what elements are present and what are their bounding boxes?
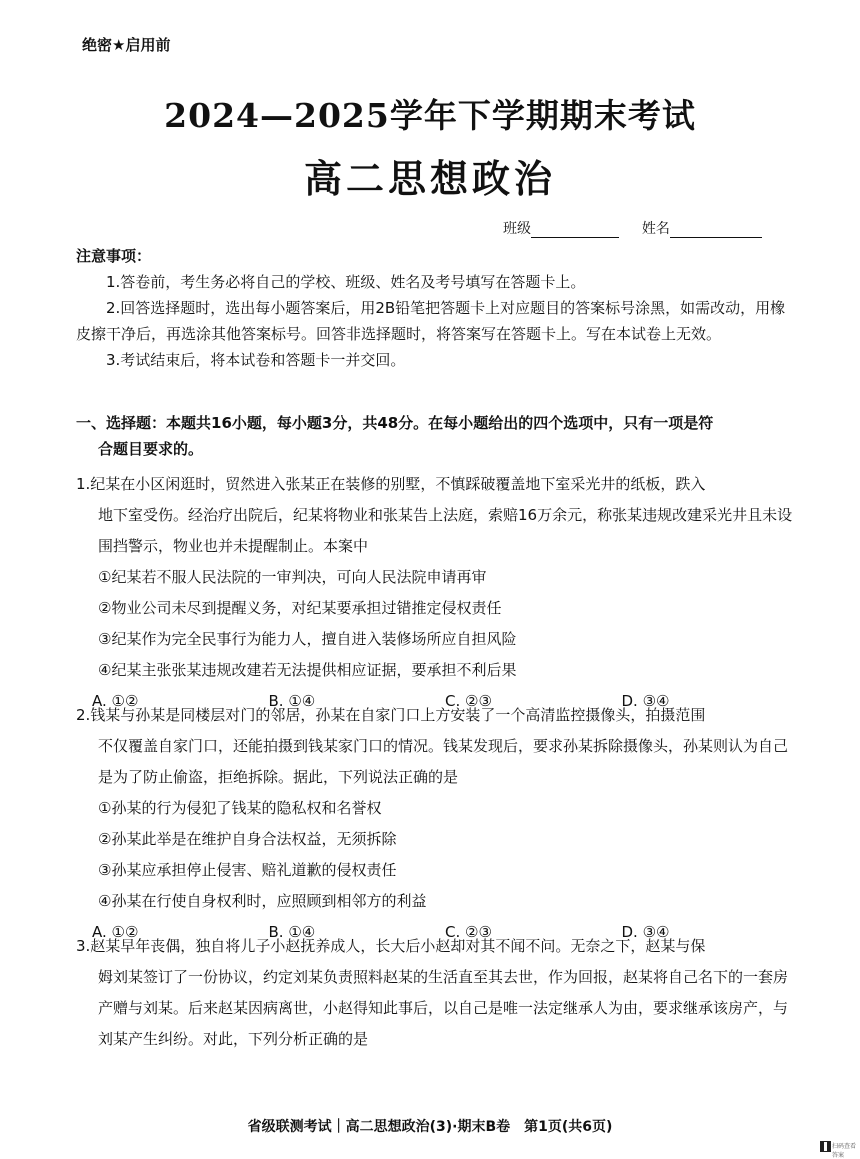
statement: ②孙某此举是在维护自身合法权益，无须拆除 [98, 830, 397, 848]
question-1 [76, 469, 798, 717]
section-heading-line1: 一、选择题：本题共16小题，每小题3分，共48分。在每小题给出的四个选项中，只有一项是符 [76, 414, 714, 432]
question-stem-continued: 地下室受伤。经治疗出院后，纪某将物业和张某告上法庭，索赔16万余元，称张某违规改建采光井且未设围挡警示，物业也并未提醒制止。本案中 [98, 506, 793, 555]
section-heading-line2: 合题目要求的。 [98, 440, 204, 458]
option-d[interactable]: D. ③④ [621, 692, 670, 710]
question-3 [76, 931, 798, 1055]
statement: ③孙某应承担停止侵害、赔礼道歉的侵权责任 [98, 861, 397, 879]
statement: ③纪某作为完全民事行为能力人，擅自进入装修场所应自担风险 [98, 630, 517, 648]
statement: ①孙某的行为侵犯了钱某的隐私权和名誉权 [98, 799, 382, 817]
notice-item: 2.回答选择题时，选出每小题答案后，用2B铅笔把答题卡上对应题目的答案标号涂黑，如需改动，用橡皮擦干净后，再选涂其他答案标号。回答非选择题时，将答案写在答题卡上。写在本试卷上无效。 [76, 299, 786, 343]
notice-item: 1.答卷前，考生务必将自己的学校、班级、姓名及考号填写在答题卡上。 [106, 273, 586, 291]
section-heading [76, 410, 798, 462]
exam-title: 2024—2025学年下学期期末考试 [164, 96, 696, 135]
statement: ④孙某在行使自身权利时，应照顾到相邻方的利益 [98, 892, 427, 910]
option-d[interactable]: D. ③④ [621, 923, 670, 941]
question-stem-continued: 不仅覆盖自家门口，还能拍摄到钱某家门口的情况。钱某发现后，要求孙某拆除摄像头，孙某则认为自己是为了防止偷盗，拒绝拆除。据此，下列说法正确的是 [98, 737, 789, 786]
class-blank[interactable] [531, 223, 619, 238]
page-footer: 省级联测考试｜高二思想政治(3)·期末B卷 第1页(共6页) [247, 1119, 613, 1135]
name-label: 姓名 [641, 221, 670, 237]
class-label: 班级 [503, 221, 531, 237]
question-stem: 3.赵某早年丧偶，独自将儿子小赵抚养成人，长大后小赵却对其不闻不问。无奈之下，赵某与保 [76, 937, 706, 955]
option-b[interactable]: B. ①④ [268, 692, 316, 710]
name-blank[interactable] [670, 223, 762, 238]
option-b[interactable]: B. ①④ [268, 923, 316, 941]
statement: ④纪某主张张某违规改建若无法提供相应证据，要承担不利后果 [98, 661, 517, 679]
option-c[interactable]: C. ②③ [445, 692, 492, 710]
question-stem: 1.纪某在小区闲逛时，贸然进入张某正在装修的别墅，不慎踩破覆盖地下室采光井的纸板，跌入 [76, 475, 706, 493]
qr-code-icon [820, 1141, 831, 1152]
question-stem-continued: 姆刘某签订了一份协议，约定刘某负责照料赵某的生活直至其去世，作为回报，赵某将自己名下的一套房产赠与刘某。后来赵某因病离世，小赵得知此事后，以自己是唯一法定继承人为由，要求继承该房产，与刘某产生纠纷。对此，下列分析正确的是 [98, 968, 789, 1048]
question-2 [76, 700, 798, 948]
question-stem: 2.钱某与孙某是同楼层对门的邻居，孙某在自家门口上方安装了一个高清监控摄像头，拍摄范围 [76, 706, 706, 724]
option-c[interactable]: C. ②③ [445, 923, 492, 941]
watermark-text: 扫码查看答案 [832, 1143, 857, 1159]
statement: ②物业公司未尽到提醒义务，对纪某要承担过错推定侵权责任 [98, 599, 502, 617]
secret-label: 绝密★启用前 [82, 36, 171, 54]
notice-item: 3.考试结束后，将本试卷和答题卡一并交回。 [106, 351, 406, 369]
option-a[interactable]: A. ①② [92, 692, 139, 710]
notice-block [76, 243, 798, 373]
option-a[interactable]: A. ①② [92, 923, 139, 941]
student-info [503, 218, 762, 238]
notice-heading: 注意事项： [76, 247, 152, 265]
exam-subject: 高二思想政治 [303, 156, 556, 201]
statement: ①纪某若不服人民法院的一审判决，可向人民法院申请再审 [98, 568, 487, 586]
